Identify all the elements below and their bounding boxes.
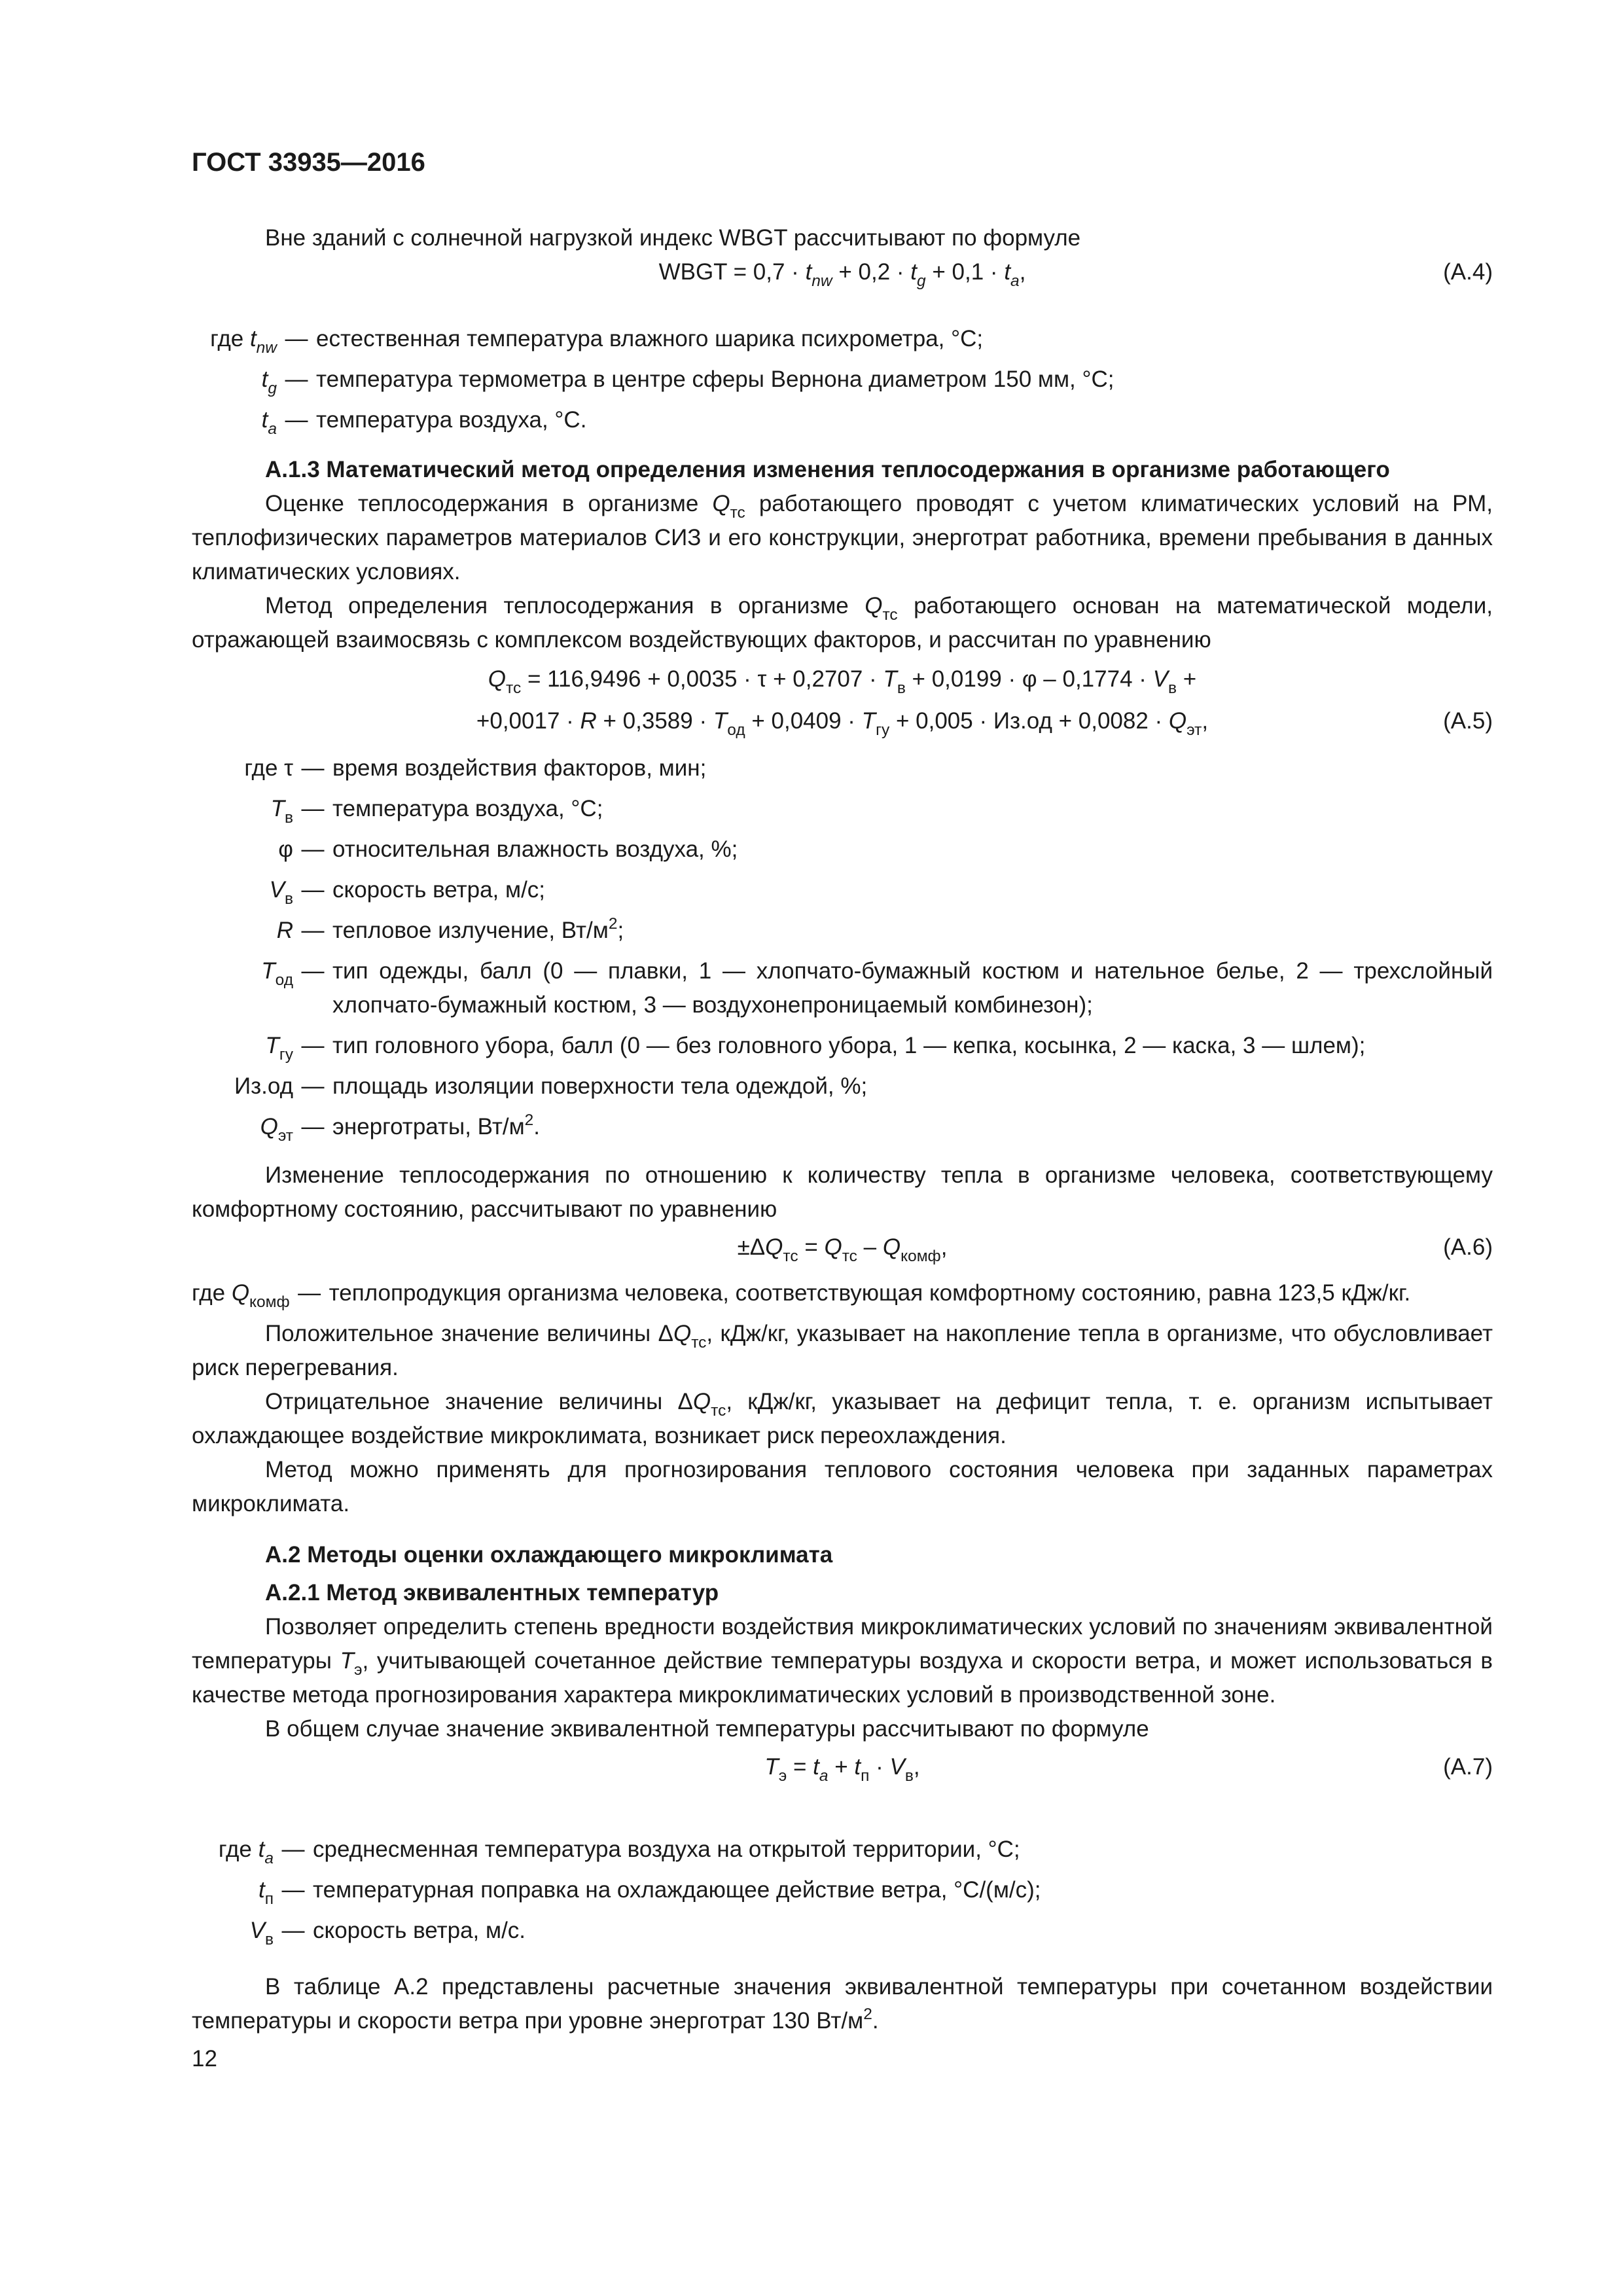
definition-item: где $t_a$ — среднесменная температура воздуха на открытой территории, °С; <box>218 1837 1020 1867</box>
definition-item: $T_в$ — температура воздуха, °С; <box>270 796 603 827</box>
formula-a6-number: (А.6) <box>1443 1234 1493 1260</box>
a13-para4: Положительное значение величины $\Delta Q_{тс}$, кДж/кг, указывает на накопление тепла в организме, что обусловливает риск перегревания. <box>192 1321 1493 1380</box>
a4-definitions <box>192 322 1493 444</box>
definition-item: $Q_{эт}$ — энерготраты, $Вт/м^2$. <box>260 1111 541 1145</box>
definition-item: $t_п$ — температурная поправка на охлаждающее действие ветра, °С/(м/с); <box>258 1877 1041 1908</box>
a13-para1: Оценке теплосодержания в организме $Q_{тс}$ работающего проводят с учетом климатических условий на РМ, теплофизических параметров материалов СИЗ и его конструкции, энерготрат работника, времени пребывания в данных климатических условиях. <box>192 491 1493 584</box>
a5-definitions <box>192 751 1493 1151</box>
a2-heading: А.2 Методы оценки охлаждающего микроклимата <box>265 1542 833 1568</box>
section-a13 <box>192 453 1493 746</box>
a21-heading: А.2.1 Метод эквивалентных температур <box>265 1580 719 1605</box>
section-a6 <box>192 1158 1493 1521</box>
section-a2 <box>192 1538 1493 1792</box>
definition-item: φ — относительная влажность воздуха, %; <box>278 836 738 862</box>
formula-a4 <box>192 255 1493 297</box>
definition-item: $V_в$ — скорость ветра, м/с. <box>249 1918 526 1948</box>
a13-heading: А.1.3 Математический метод определения изменения теплосодержания в организме работающего <box>265 457 1390 482</box>
a21-para2: В общем случае значение эквивалентной температуры рассчитывают по формуле <box>265 1716 1149 1742</box>
definition-item: $T_{од}$ — тип одежды, балл (0 — плавки, 1 — хлопчато-бумажный костюм и нательное белье, 2 — трехслойный хлопчато-бумажный костюм, 3 — воздухонепроницаемый комбинезон); <box>261 958 1493 1018</box>
document-header: ГОСТ 33935—2016 <box>192 148 425 177</box>
definition-item: где $Q_{комф}$ — теплопродукция организма человека, соответствующая комфортному состоянию, равна 123,5 кДж/кг. <box>192 1280 1411 1311</box>
formula-a7-number: (А.7) <box>1443 1754 1493 1780</box>
definition-item: где $t_{nw}$ — естественная температура влажного шарика психрометра, °С; <box>210 326 984 357</box>
a13-para3: Изменение теплосодержания по отношению к количеству тепла в организме человека, соответствующему комфортному состоянию, рассчитывают по уравнению <box>192 1162 1493 1222</box>
formula-a7: $T_э = t_a + t_п \cdot V_в$, (А.7) <box>192 1750 1493 1792</box>
a4-intro: Вне зданий с солнечной нагрузкой индекс WBGT рассчитывают по формуле <box>265 225 1081 251</box>
formula-a5-line2: $+0,0017 \cdot R + 0,3589 \cdot T_{од} + 0,0409 \cdot T_{гу} + 0,005 \cdot Из.од + 0,0082 \cdot Q_{эт}$, (А.5) <box>192 704 1493 746</box>
definition-item: $T_{гу}$ — тип головного убора, балл (0 — без головного убора, 1 — кепка, косынка, 2 — каска, 3 — шлем); <box>265 1033 1366 1064</box>
definition-item: Из.од — площадь изоляции поверхности тела одеждой, %; <box>234 1073 868 1099</box>
formula-a5-line1: $Q_{тс} = 116,9496 + 0,0035 \cdot \tau + 0,2707 \cdot T_в + 0,0199 \cdot \varphi - 0,1774 \cdot V_в$ + <box>488 666 1197 697</box>
definition-item: $t_g$ — температура термометра в центре сферы Вернона диаметром 150 мм, °С; <box>261 367 1115 397</box>
a7-definitions <box>192 1833 1493 1954</box>
a21-para3: В таблице А.2 представлены расчетные значения эквивалентной температуры при сочетанном воздействии температуры и скорости ветра при уровне энерготрат 130 $Вт/м^2$. <box>192 1974 1493 2034</box>
definition-item: $t_a$ — температура воздуха, °С. <box>261 407 587 438</box>
a13-para5: Отрицательное значение величины $\Delta Q_{тс}$, кДж/кг, указывает на дефицит тепла, т. е. организм испытывает охлаждающее воздействие микроклимата, возникает риск переохлаждения. <box>192 1389 1493 1448</box>
section-a4 <box>192 221 1493 297</box>
a13-para6: Метод можно применять для прогнозирования теплового состояния человека при заданных параметрах микроклимата. <box>192 1457 1493 1516</box>
formula-a4-body: WBGT = $0,7 \cdot t_{nw} + 0,2 \cdot t_g + 0,1 \cdot t_a$, <box>658 259 1026 290</box>
definition-item: где τ — время воздействия факторов, мин; <box>244 755 707 781</box>
page-number: 12 <box>192 2046 217 2072</box>
formula-a6: $\pm\Delta Q_{тс} = Q_{тс} - Q_{комф}$, (А.6) <box>192 1230 1493 1272</box>
section-a2-closing <box>192 1970 1493 2038</box>
formula-a4-number: (А.4) <box>1443 259 1493 285</box>
a13-para2: Метод определения теплосодержания в организме $Q_{тс}$ работающего основан на математической модели, отражающей взаимосвязь с комплексом воздействующих факторов, и рассчитан по уравнению <box>192 593 1493 653</box>
formula-a5-number: (А.5) <box>1443 708 1493 734</box>
definition-item: $V_в$ — скорость ветра, м/с; <box>269 877 546 908</box>
a21-para1: Позволяет определить степень вредности воздействия микроклиматических условий по значениям эквивалентной температуры $T_э$, учитывающей сочетанное действие температуры воздуха и скорости ветра, и может использоваться в качестве метода прогнозирования характера микроклиматических условий в производственной зоне. <box>192 1614 1493 1708</box>
definition-item: R — тепловое излучение, $Вт/м^2$; <box>276 915 624 943</box>
